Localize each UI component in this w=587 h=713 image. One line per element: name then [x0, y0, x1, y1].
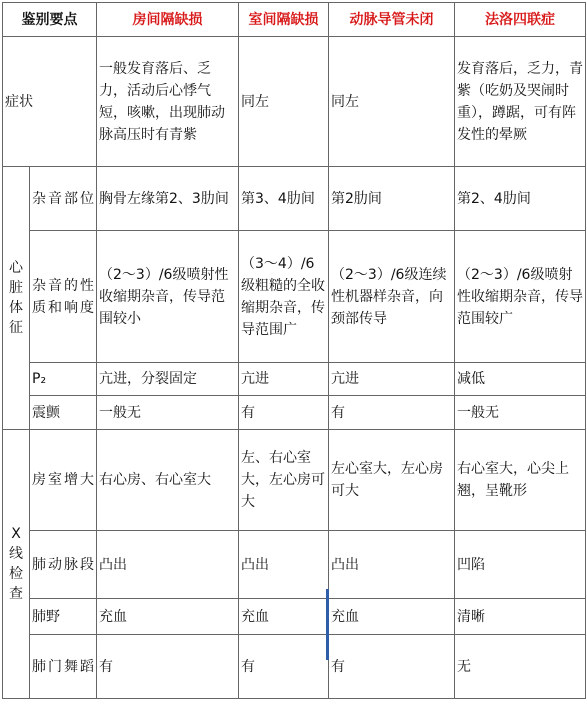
row-chamber — [3, 430, 586, 531]
group-xray — [3, 430, 30, 699]
cell-murmur-site-tof: 第2、4肋间 — [455, 167, 586, 231]
cell-chamber-asd: 右心房、右心室大 — [97, 430, 239, 531]
label-chamber: 房室增大 — [30, 430, 97, 531]
row-symptoms — [3, 37, 586, 167]
cell-lung-field-pda: 充血 — [329, 599, 455, 635]
row-lung-field — [3, 599, 586, 635]
cell-lung-field-vsd: 充血 — [239, 599, 329, 635]
group-xray-char: 线 — [9, 546, 23, 562]
label-hilar-dance: 肺门舞蹈 — [30, 635, 97, 699]
row-hilar-dance — [3, 635, 586, 699]
cell-murmur-site-asd: 胸骨左缘第2、3肋间 — [97, 167, 239, 231]
header-tof: 法洛四联症 — [455, 3, 586, 37]
header-vsd: 室间隔缺损 — [239, 3, 329, 37]
cell-chamber-vsd: 左、右心室大，左心房可大 — [239, 430, 329, 531]
row-thrill — [3, 396, 586, 430]
cell-hilar-dance-tof: 无 — [455, 635, 586, 699]
group-heart-char: 脏 — [9, 280, 23, 296]
cell-p2-asd: 亢进，分裂固定 — [97, 363, 239, 396]
header-row — [3, 3, 586, 37]
blue-divider-mark — [326, 589, 329, 660]
header-pda: 动脉导管未闭 — [329, 3, 455, 37]
cell-lung-field-tof: 清晰 — [455, 599, 586, 635]
cell-pa-segment-vsd: 凸出 — [239, 531, 329, 599]
row-murmur-nature — [3, 231, 586, 363]
cell-murmur-nature-pda: （2～3）/6级连续性机器样杂音，向颈部传导 — [329, 231, 455, 363]
cell-thrill-tof: 一般无 — [455, 396, 586, 430]
cell-p2-tof: 减低 — [455, 363, 586, 396]
cell-hilar-dance-pda: 有 — [329, 635, 455, 699]
cell-symptoms-vsd: 同左 — [239, 37, 329, 167]
cell-hilar-dance-vsd: 有 — [239, 635, 329, 699]
cell-thrill-asd: 一般无 — [97, 396, 239, 430]
label-p2: P₂ — [30, 363, 97, 396]
row-pa-segment — [3, 531, 586, 599]
cell-murmur-site-pda: 第2肋间 — [329, 167, 455, 231]
header-key-points: 鉴别要点 — [3, 3, 97, 37]
cell-pa-segment-pda: 凸出 — [329, 531, 455, 599]
row-p2 — [3, 363, 586, 396]
group-xray-char: 查 — [9, 586, 23, 602]
label-pa-segment: 肺动脉段 — [30, 531, 97, 599]
cell-thrill-vsd: 有 — [239, 396, 329, 430]
cell-pa-segment-tof: 凹陷 — [455, 531, 586, 599]
cell-symptoms-asd: 一般发育落后、乏力，活动后心悸气短，咳嗽，出现肺动脉高压时有青紫 — [97, 37, 239, 167]
row-murmur-site — [3, 167, 586, 231]
cell-hilar-dance-asd: 有 — [97, 635, 239, 699]
cell-murmur-nature-asd: （2～3）/6级喷射性收缩期杂音，传导范围较小 — [97, 231, 239, 363]
cell-murmur-site-vsd: 第3、4肋间 — [239, 167, 329, 231]
comparison-table — [2, 2, 586, 699]
cell-murmur-nature-tof: （2～3）/6级喷射性收缩期杂音，传导范围较广 — [455, 231, 586, 363]
cell-symptoms-tof: 发育落后，乏力，青紫（吃奶及哭闹时重），蹲踞，可有阵发性的晕厥 — [455, 37, 586, 167]
cell-thrill-pda: 有 — [329, 396, 455, 430]
group-heart-signs — [3, 167, 30, 430]
cell-symptoms-pda: 同左 — [329, 37, 455, 167]
cell-p2-vsd: 亢进 — [239, 363, 329, 396]
label-symptoms: 症状 — [3, 37, 97, 167]
cell-chamber-tof: 右心室大，心尖上翘，呈靴形 — [455, 430, 586, 531]
header-asd: 房间隔缺损 — [97, 3, 239, 37]
cell-murmur-nature-vsd: （3～4）/6级粗糙的全收缩期杂音，传导范围广 — [239, 231, 329, 363]
cell-pa-segment-asd: 凸出 — [97, 531, 239, 599]
label-murmur-site: 杂音部位 — [30, 167, 97, 231]
group-heart-char: 体 — [9, 300, 23, 316]
label-murmur-nature: 杂音的性质和响度 — [30, 231, 97, 363]
group-heart-char: 心 — [9, 260, 23, 276]
cell-chamber-pda: 左心室大，左心房可大 — [329, 430, 455, 531]
group-xray-char: X — [11, 526, 21, 542]
label-thrill: 震颤 — [30, 396, 97, 430]
label-lung-field: 肺野 — [30, 599, 97, 635]
group-heart-char: 征 — [9, 320, 23, 336]
cell-p2-pda: 亢进 — [329, 363, 455, 396]
group-xray-char: 检 — [9, 566, 23, 582]
cell-lung-field-asd: 充血 — [97, 599, 239, 635]
